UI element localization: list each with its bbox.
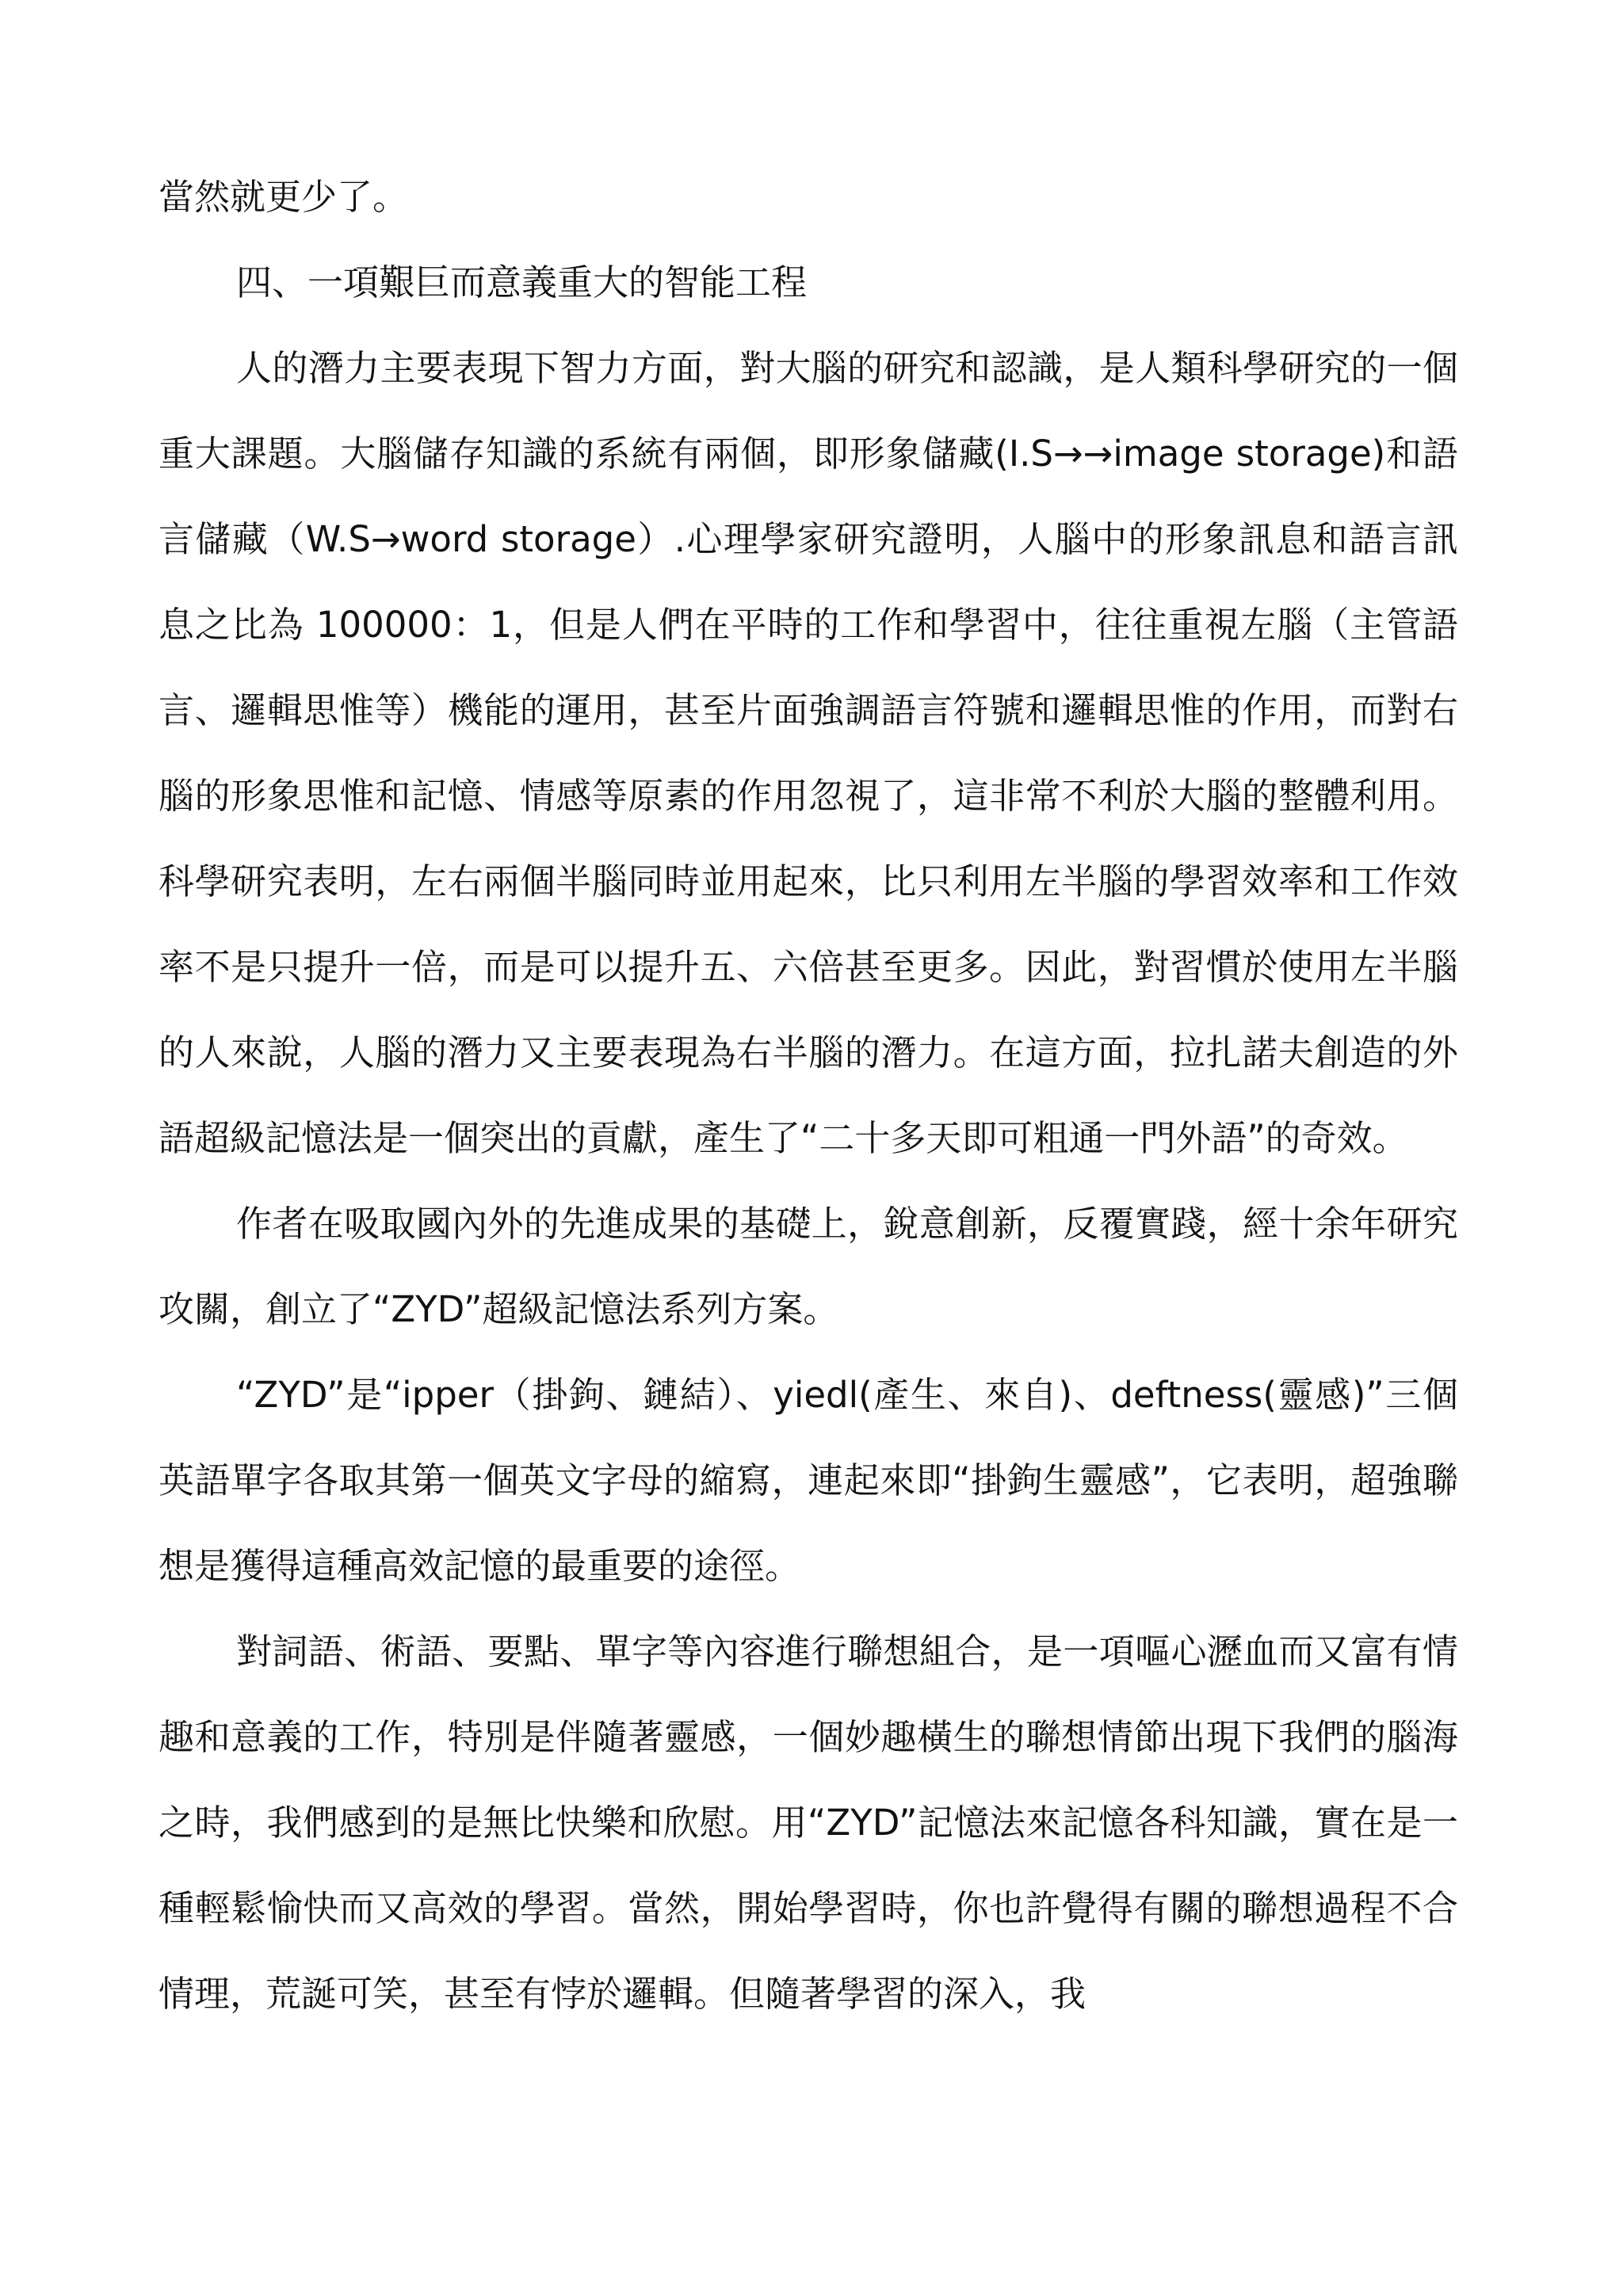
paragraph-author-method: 作者在吸取國內外的先進成果的基礎上，銳意創新，反覆實踐，經十余年研究攻關，創立了“ZYD”超級記憶法系列方案。 [158,1203,1458,1330]
paragraph-zyd-definition: “ZYD”是“ipper（掛鉤、鏈結）、yiedl(產生、來自)、deftness(靈感)”三個英語單字各取其第一個英文字母的縮寫，連起來即“掛鉤生靈感”，它表明，超強聯想是獲得這種高效記憶的最重要的途徑。 [158,1374,1458,1587]
paragraph-continuation: 當然就更少了。 [158,176,409,218]
paragraph-brain-potential: 人的潛力主要表現下智力方面，對大腦的研究和認識，是人類科學研究的一個重大課題。大腦儲存知識的系統有兩個，即形象儲藏(I.S→→image storage)和語言儲藏（W.S→word storage）.心理學家研究證明，人腦中的形象訊息和語言訊息之比為 100000：1，但是人們在平時的工作和學習中，往往重視左腦（主管語言、邏輯思惟等）機能的運用，甚至片面強調語言符號和邏輯思惟的作用，而對右腦的形象思惟和記憶、情感等原素的作用忽視了，這非常不利於大腦的整體利用。科學研究表明，左右兩個半腦同時並用起來，比只利用左半腦的學習效率和工作效率不是只提升一倍，而是可以提升五、六倍甚至更多。因此，對習慣於使用左半腦的人來說，人腦的潛力又主要表現為右半腦的潛力。在這方面，拉扎諾夫創造的外語超級記憶法是一個突出的貢獻，產生了“二十多天即可粗通一門外語”的奇效。 [158,347,1458,1159]
paragraph-association: 對詞語、術語、要點、單字等內容進行聯想組合，是一項嘔心瀝血而又富有情趣和意義的工作，特別是伴隨著靈感，一個妙趣橫生的聯想情節出現下我們的腦海之時，我們感到的是無比快樂和欣慰。用“ZYD”記憶法來記憶各科知識，實在是一種輕鬆愉快而又高效的學習。當然，開始學習時，你也許覺得有關的聯想過程不合情理，荒誕可笑，甚至有悖於邏輯。但隨著學習的深入，我 [158,1630,1458,2015]
body-text [158,154,1458,2037]
section-heading: 四、一項艱巨而意義重大的智能工程 [236,261,808,303]
